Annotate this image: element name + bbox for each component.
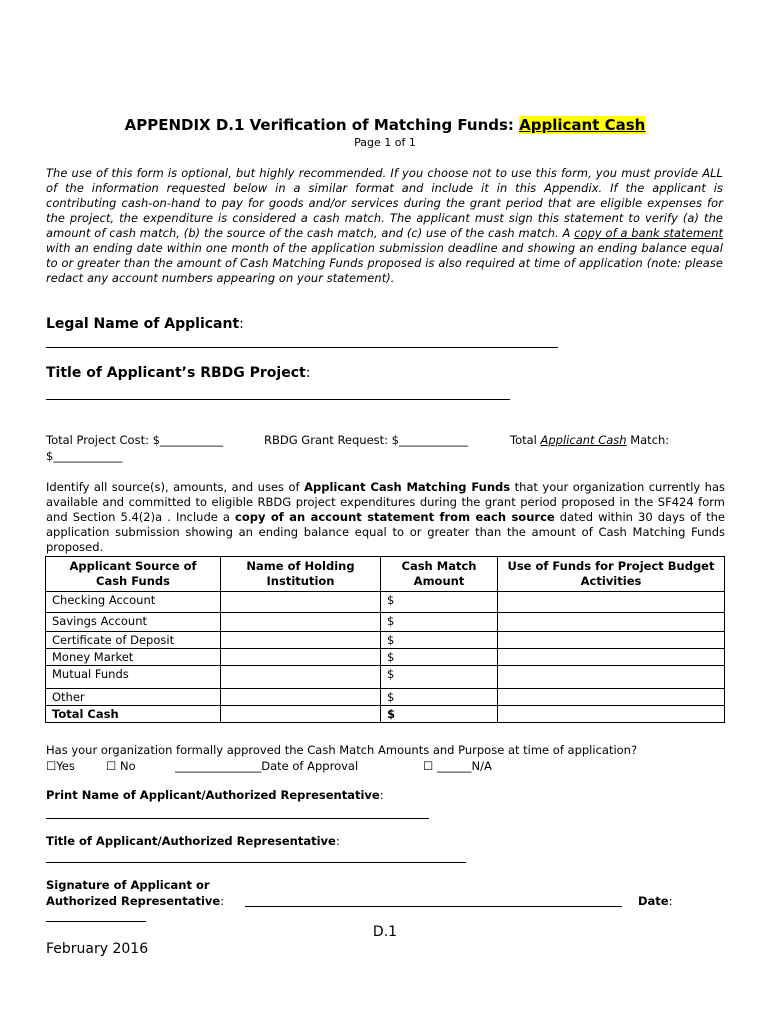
identify-bold-2: copy of an account statement from each source	[235, 510, 555, 524]
source-cell: Certificate of Deposit	[46, 632, 221, 649]
table-row-total	[46, 706, 725, 723]
use-cell[interactable]	[498, 706, 725, 723]
institution-cell[interactable]	[221, 689, 381, 706]
table-header-row	[46, 557, 725, 592]
signature-label-line1: Signature of Applicant or	[46, 878, 210, 892]
rbdg-grant-request[interactable]: RBDG Grant Request: $____________	[264, 433, 469, 447]
identify-text-3: dated within 30 days of the application submission showing an ending balance equal to or greater than the amount of Cash Matching Funds proposed.	[46, 510, 725, 554]
legal-name-heading	[46, 316, 244, 332]
total-cash-match	[510, 433, 669, 447]
table-row	[46, 649, 725, 666]
legal-name-field[interactable]	[46, 347, 558, 348]
use-cell[interactable]	[498, 649, 725, 666]
approval-question: Has your organization formally approved the Cash Match Amounts and Purpose at time of application?	[46, 743, 638, 757]
identify-text-2: that your organization currently has available and committed to eligible RBDG project expenditures during the grant period proposed in the SF424 form and Section 5.4(2)a . Include a	[46, 480, 725, 524]
signature-date-heading	[638, 894, 672, 908]
signature-date-label: Date	[638, 894, 669, 908]
cash-funds-table	[45, 556, 725, 723]
use-cell[interactable]	[498, 632, 725, 649]
approval-na-checkbox[interactable]: ☐ ______N/A	[423, 759, 492, 773]
signature-colon: :	[220, 894, 225, 908]
institution-cell[interactable]	[221, 649, 381, 666]
page-identifier: D.1	[372, 924, 398, 940]
intro-paragraph	[46, 166, 723, 286]
rep-title-field[interactable]	[46, 862, 466, 863]
form-title	[0, 116, 770, 134]
project-title-field[interactable]	[46, 399, 510, 400]
identify-text-1: Identify all source(s), amounts, and uses of	[46, 480, 305, 494]
amount-cell[interactable]: $	[381, 666, 498, 689]
amount-cell[interactable]: $	[381, 613, 498, 632]
use-cell[interactable]	[498, 666, 725, 689]
identify-bold-1: Applicant Cash Matching Funds	[304, 480, 511, 494]
table-row	[46, 689, 725, 706]
total-project-cost[interactable]: Total Project Cost: $___________	[46, 433, 224, 447]
table-row	[46, 632, 725, 649]
institution-cell[interactable]	[221, 613, 381, 632]
approval-no-checkbox[interactable]: ☐ No	[106, 759, 136, 773]
match-suffix: Match:	[626, 433, 670, 447]
print-name-label: Print Name of Applicant/Authorized Representative	[46, 788, 380, 802]
amount-cell[interactable]: $	[381, 592, 498, 613]
source-cell: Mutual Funds	[46, 666, 221, 689]
intro-text-2: with an ending date within one month of the application submission deadline and showing an ending balance equal to or greater than the amount of Cash Matching Funds proposed is also required at time of application (note: please redact any account numbers appearing on your statement).	[46, 241, 723, 285]
project-title-heading	[46, 365, 310, 381]
amount-cell[interactable]: $	[381, 689, 498, 706]
institution-cell[interactable]	[221, 592, 381, 613]
amount-cell[interactable]: $	[381, 632, 498, 649]
source-cell: Money Market	[46, 649, 221, 666]
table-row	[46, 613, 725, 632]
project-title-label: Title of Applicant’s RBDG Project	[46, 365, 306, 381]
total-cash-match-field[interactable]: $____________	[46, 449, 123, 463]
print-name-field[interactable]	[46, 818, 429, 819]
use-cell[interactable]	[498, 613, 725, 632]
source-cell: Savings Account	[46, 613, 221, 632]
footer-date: February 2016	[46, 941, 149, 957]
table-row	[46, 592, 725, 613]
use-cell[interactable]	[498, 689, 725, 706]
match-prefix: Total	[510, 433, 541, 447]
match-underlined: Applicant Cash	[540, 433, 627, 447]
title-highlight: Applicant Cash	[519, 116, 646, 134]
total-amount-cell[interactable]: $	[381, 706, 498, 723]
identify-paragraph	[46, 480, 725, 555]
title-main: APPENDIX D.1 Verification of Matching Funds:	[124, 116, 514, 134]
rep-title-colon: :	[335, 834, 340, 848]
rep-title-heading	[46, 834, 340, 848]
print-name-heading	[46, 788, 384, 802]
total-source-cell: Total Cash	[46, 706, 221, 723]
institution-cell[interactable]	[221, 632, 381, 649]
signature-date-field[interactable]	[46, 921, 146, 922]
rep-title-label: Title of Applicant/Authorized Representative	[46, 834, 336, 848]
project-title-colon: :	[305, 365, 311, 381]
header-source: Applicant Source of Cash Funds	[46, 557, 221, 592]
institution-cell[interactable]	[221, 706, 381, 723]
header-use: Use of Funds for Project Budget Activities	[498, 557, 725, 592]
signature-field[interactable]	[245, 906, 622, 907]
source-cell: Checking Account	[46, 592, 221, 613]
print-name-colon: :	[379, 788, 384, 802]
legal-name-colon: :	[239, 316, 244, 332]
use-cell[interactable]	[498, 592, 725, 613]
approval-date-field[interactable]: _______________Date of Approval	[175, 759, 359, 773]
header-amount: Cash Match Amount	[381, 557, 498, 592]
source-cell: Other	[46, 689, 221, 706]
amount-cell[interactable]: $	[381, 649, 498, 666]
legal-name-label: Legal Name of Applicant	[46, 316, 240, 332]
approval-yes-checkbox[interactable]: ☐Yes	[46, 759, 75, 773]
bank-statement-link: copy of a bank statement	[574, 226, 724, 240]
page-number: Page 1 of 1	[354, 136, 416, 149]
header-institution: Name of Holding Institution	[221, 557, 381, 592]
intro-text-1: The use of this form is optional, but highly recommended. If you choose not to use this form, you must provide ALL of the information requested below in a similar format and include it in this Appendix. If the applicant is contributing cash-on-hand to pay for goods and/or services during the grant period that are eligible expenses for the project, the expenditure is considered a cash match. The applicant must sign this statement to verify (a) the amount of cash match, (b) the source of the cash match, and (c) use of the cash match. A	[46, 166, 723, 240]
signature-label: Authorized Representative	[46, 894, 221, 908]
signature-date-colon: :	[668, 894, 673, 908]
signature-label-line2	[46, 894, 224, 908]
table-row	[46, 666, 725, 689]
institution-cell[interactable]	[221, 666, 381, 689]
